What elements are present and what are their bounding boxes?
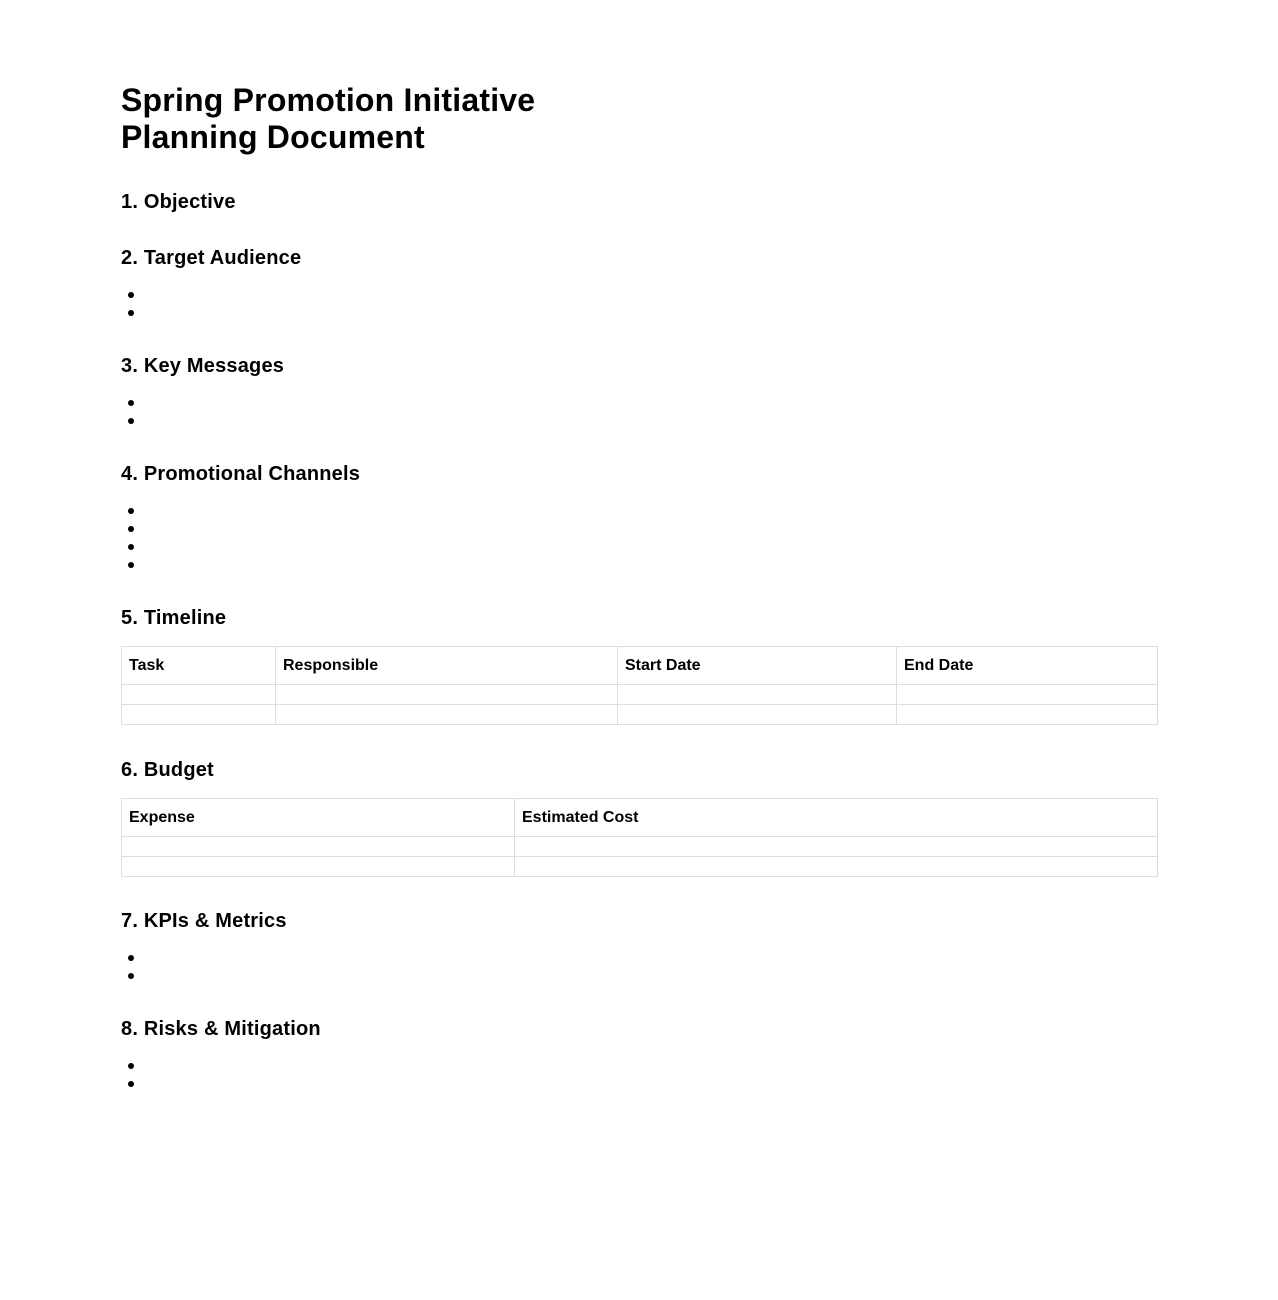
column-header-estimated-cost: Estimated Cost xyxy=(515,799,1158,837)
section-heading-timeline: 5. Timeline xyxy=(121,607,227,629)
column-header-responsible: Responsible xyxy=(276,647,618,685)
table-cell[interactable] xyxy=(618,705,897,725)
budget-table xyxy=(121,798,1158,877)
document-title xyxy=(121,82,535,156)
table-row xyxy=(122,685,1158,705)
table-cell[interactable] xyxy=(897,705,1158,725)
section-heading-budget: 6. Budget xyxy=(121,759,214,781)
section-heading-kpis-metrics: 7. KPIs & Metrics xyxy=(121,910,287,932)
column-header-start-date: Start Date xyxy=(618,647,897,685)
section-heading-target-audience: 2. Target Audience xyxy=(121,247,302,269)
table-cell[interactable] xyxy=(897,685,1158,705)
table-cell[interactable] xyxy=(515,857,1158,877)
section-heading-promotional-channels: 4. Promotional Channels xyxy=(121,463,361,485)
title-line-2: Planning Document xyxy=(121,119,425,155)
column-header-task: Task xyxy=(122,647,276,685)
table-row xyxy=(122,857,1158,877)
title-line-1: Spring Promotion Initiative xyxy=(121,82,536,118)
column-header-expense: Expense xyxy=(122,799,515,837)
table-header-row xyxy=(122,799,1158,837)
table-cell[interactable] xyxy=(122,857,515,877)
table-cell[interactable] xyxy=(276,685,618,705)
table-cell[interactable] xyxy=(122,705,276,725)
table-header-row xyxy=(122,647,1158,685)
column-header-end-date: End Date xyxy=(897,647,1158,685)
table-cell[interactable] xyxy=(122,685,276,705)
section-heading-risks-mitigation: 8. Risks & Mitigation xyxy=(121,1018,321,1040)
table-row xyxy=(122,705,1158,725)
table-row xyxy=(122,837,1158,857)
table-cell[interactable] xyxy=(515,837,1158,857)
section-heading-key-messages: 3. Key Messages xyxy=(121,355,285,377)
section-heading-objective: 1. Objective xyxy=(121,191,236,213)
table-cell[interactable] xyxy=(276,705,618,725)
timeline-table xyxy=(121,646,1158,725)
table-cell[interactable] xyxy=(122,837,515,857)
table-cell[interactable] xyxy=(618,685,897,705)
